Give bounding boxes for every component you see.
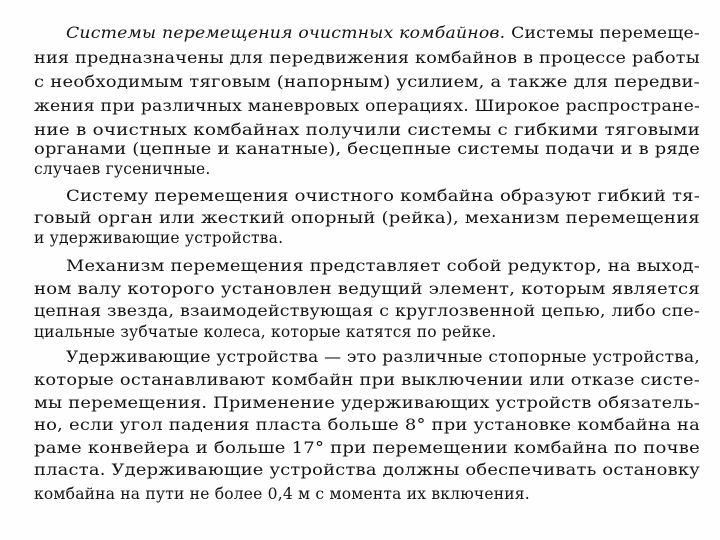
text-line-content: пласта. Удерживающие устройства должны обеспечивать остановку: [34, 461, 700, 479]
text-line-content: говый орган или жесткий опорный (рейка), механизм перемещения: [34, 209, 700, 227]
text-line-content: Систему перемещения очистного комбайна образуют гибкий тя-: [66, 187, 701, 205]
text-line: [0, 185, 720, 207]
text-line: [0, 138, 720, 160]
text-line: [0, 47, 720, 69]
text-line: [0, 22, 720, 44]
text-line-content: Удерживающие устройства — это различные стопорные устройства,: [66, 348, 701, 366]
text-line-content: [66, 22, 700, 44]
text-line-content: и удерживающие устройства.: [34, 229, 284, 247]
text-line: [0, 300, 720, 322]
text-line: [0, 227, 720, 249]
text-line-content: с необходимым тяговым (напорным) усилием, а также для передви-: [34, 73, 700, 91]
text-line: [0, 483, 720, 505]
text-line: [0, 459, 720, 481]
text-line: [0, 158, 720, 180]
text-line-rest: Системы перемеще-: [505, 24, 700, 42]
text-line: [0, 414, 720, 436]
text-line: [0, 71, 720, 93]
text-line-content: Механизм перемещения представляет собой редуктор, на выход-: [66, 257, 700, 275]
text-line: [0, 392, 720, 414]
text-line: [0, 437, 720, 459]
text-line-content: жения при различных маневровых операциях. Широкое распростране-: [34, 97, 701, 115]
text-line-content: ния предназначены для передвижения комбайнов в процессе работы: [34, 49, 700, 67]
text-line-content: органами (цепные и канатные), бесцепные системы подачи и в ряде: [34, 140, 701, 158]
text-line-content: раме конвейера и больше 17° при перемещении комбайна по почве: [34, 439, 701, 457]
text-line: [0, 321, 720, 343]
text-line-content: но, если угол падения пласта больше 8° при установке комбайна на: [34, 416, 700, 434]
text-line: [0, 95, 720, 117]
text-line-content: ние в очистных комбайнах получили системы с гибкими тяговыми: [34, 121, 701, 139]
text-line: [0, 278, 720, 300]
text-line: [0, 346, 720, 368]
text-line-content: мы перемещения. Применение удерживающих устройств обязатель-: [34, 394, 700, 412]
text-line: [0, 255, 720, 277]
text-line-content: которые останавливают комбайн при выключении или отказе систе-: [34, 371, 700, 389]
text-line-content: цепная звезда, взаимодействующая с круглозвенной цепью, либо спе-: [34, 302, 701, 320]
text-line-content: ном валу которого установлен ведущий элемент, которым является: [34, 280, 701, 298]
text-line-content: циальные зубчатые колеса, которые катятся по рейке.: [34, 323, 497, 341]
text-line: [0, 369, 720, 391]
text-line-content: случаев гусеничные.: [34, 160, 211, 178]
heading-term: Системы перемещения очистных комбайнов.: [66, 24, 506, 42]
text-line-content: комбайна на пути не более 0,4 м с момента их включения.: [34, 485, 530, 503]
text-line: [0, 207, 720, 229]
